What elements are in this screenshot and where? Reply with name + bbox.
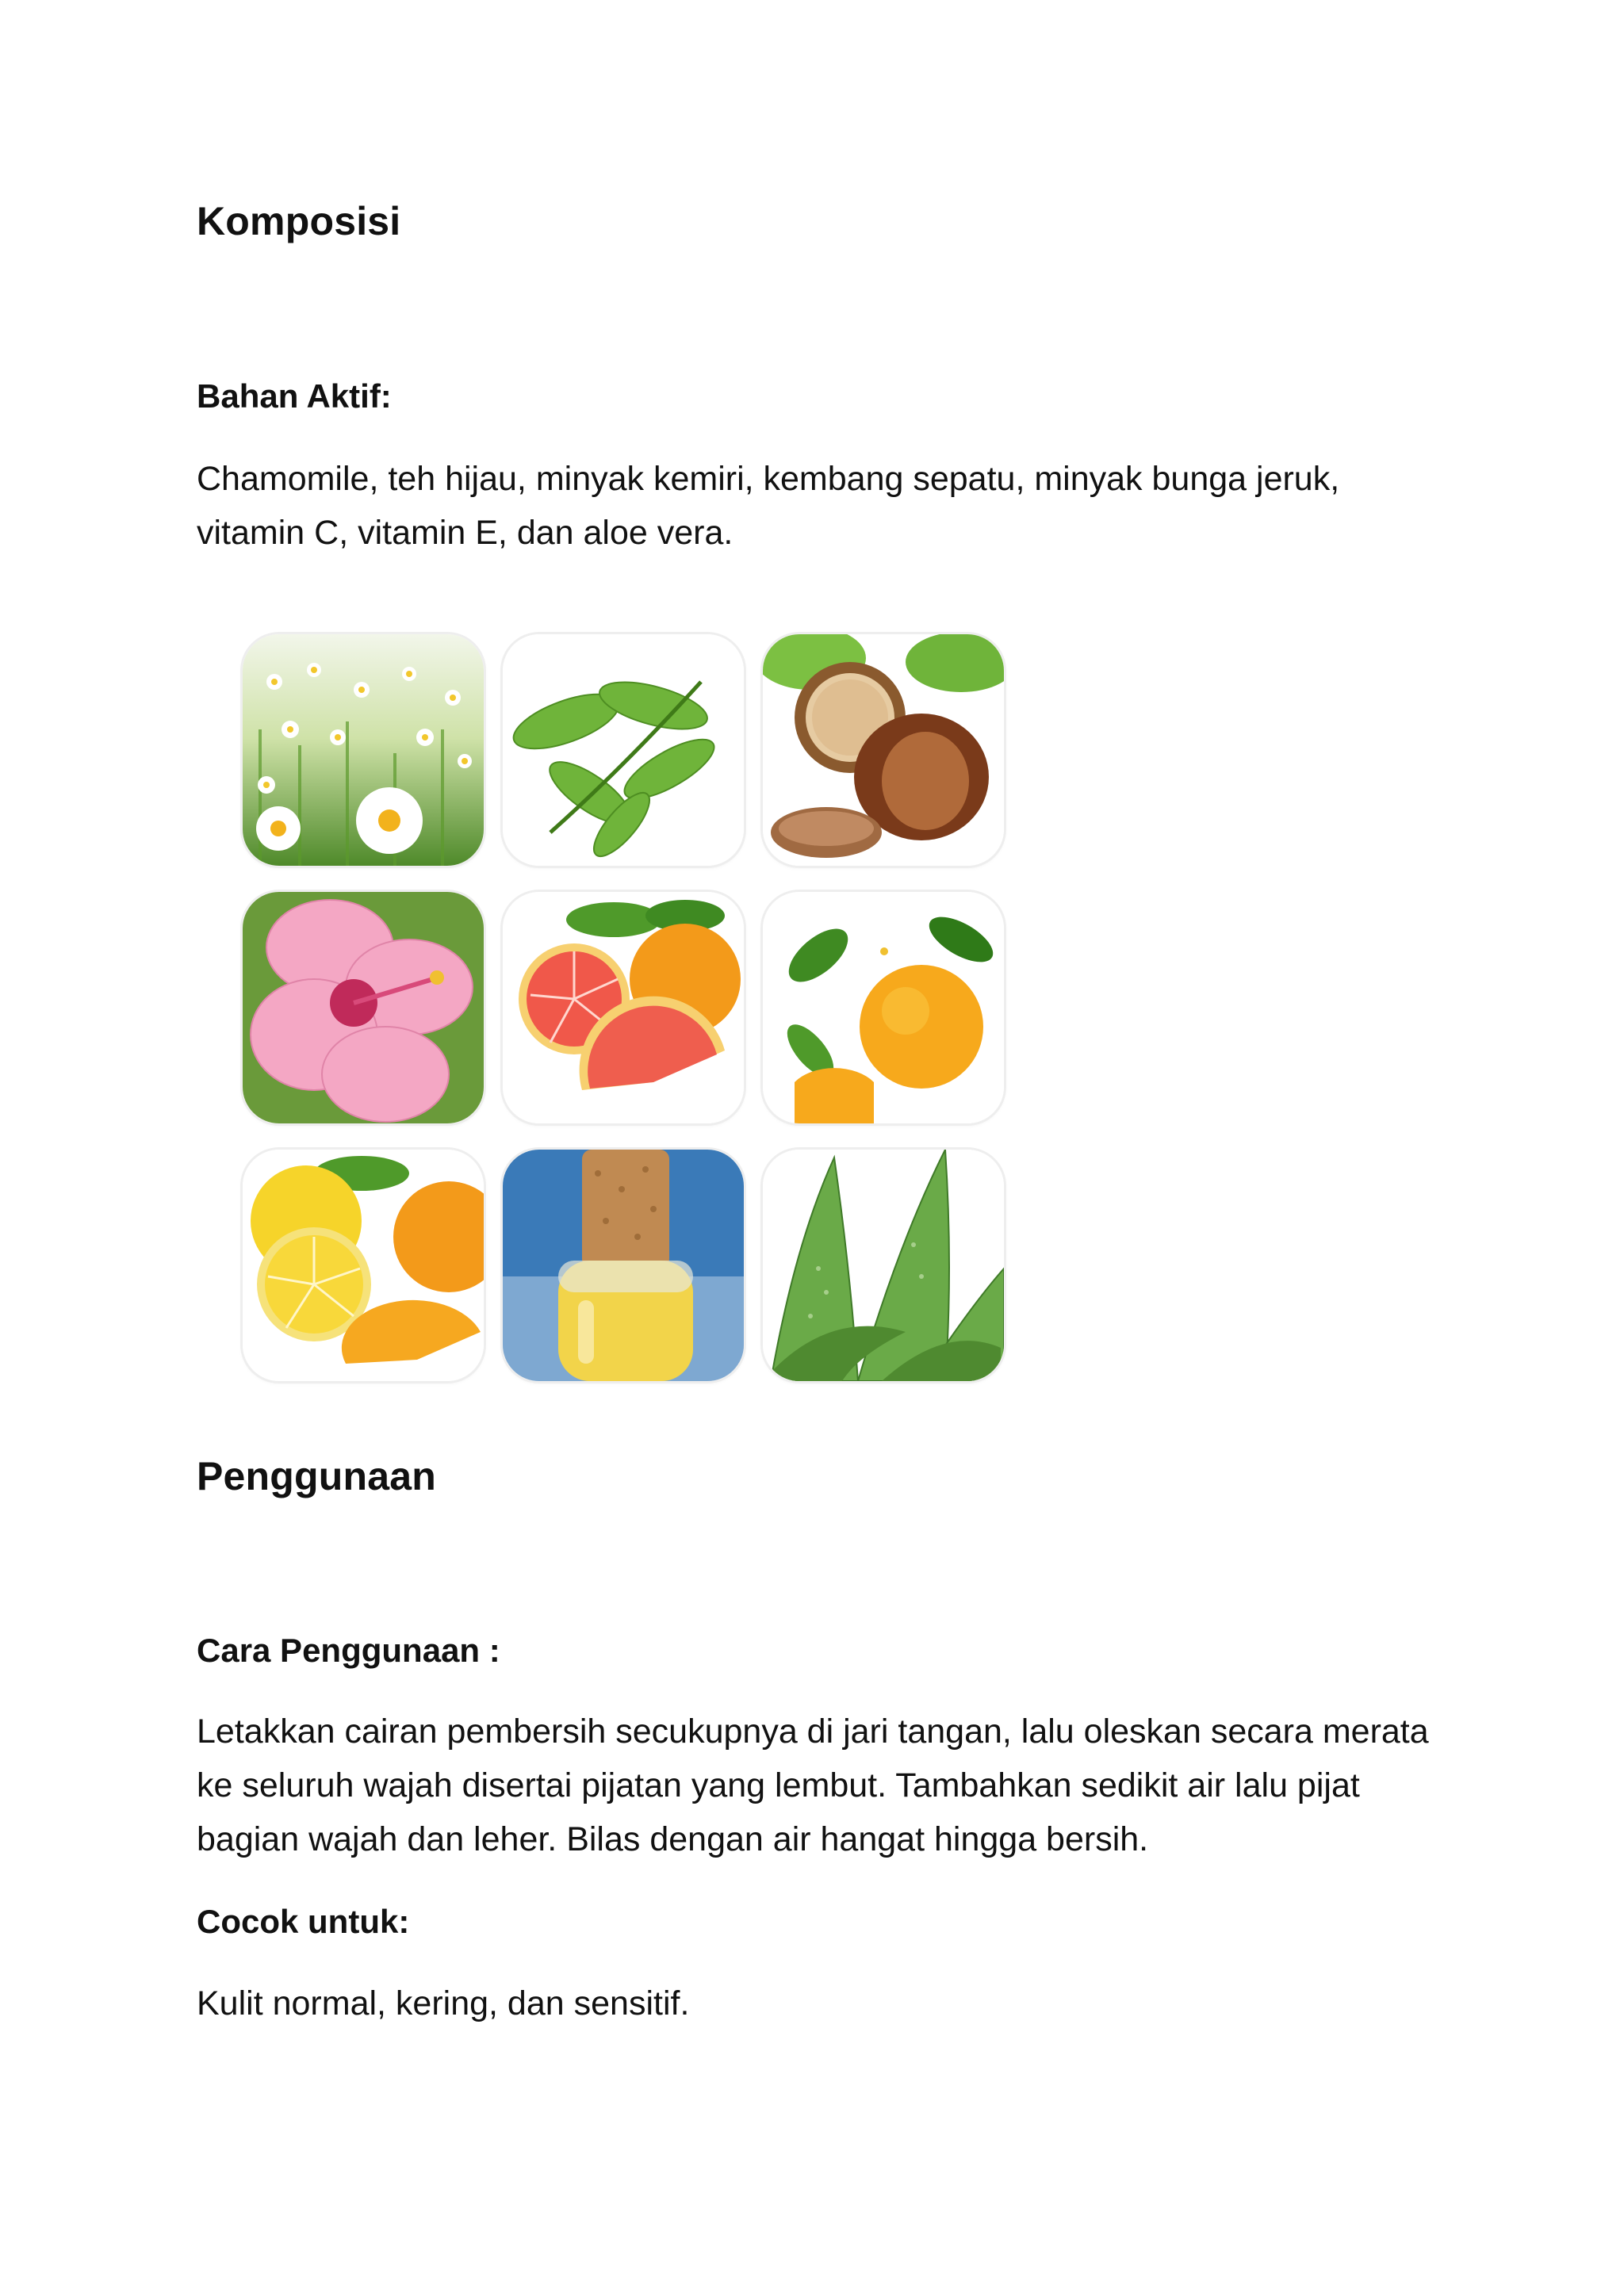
usage-method-label: Cara Penggunaan : [197,1632,500,1669]
section-title-penggunaan: Penggunaan [197,1454,437,1498]
suitable-for-label: Cocok untuk: [197,1903,410,1940]
section-title-komposisi: Komposisi [197,199,401,243]
suitable-for-text: Kulit normal, kering, dan sensitif. [197,1984,690,2022]
candlenut-image [763,634,1004,866]
active-ingredients-label: Bahan Aktif: [197,377,392,415]
green-tea-leaves-image [503,634,744,866]
lemon-orange-image [243,1150,484,1381]
hibiscus-flower-image [243,892,484,1123]
active-ingredients-text: Chamomile, teh hijau, minyak kemiri, kembang sepatu, minyak bunga jeruk, vitamin C, vitamin E, dan aloe vera. [197,460,1340,552]
grapefruit-orange-image [503,892,744,1123]
oil-bottle-image [503,1150,744,1381]
chamomile-flowers-image [243,634,484,866]
usage-method-text: Letakkan cairan pembersih secukupnya di jari tangan, lalu oleskan secara merata ke seluruh wajah disertai pijatan yang lembut. Tambahkan sedikit air lalu pijat bagian wajah dan leher. Bilas dengan air hangat hingga bersih. [197,1712,1429,1858]
aloe-vera-image [763,1150,1004,1381]
ingredient-image-grid [243,634,1005,1383]
orange-blossom-image [763,892,1004,1123]
